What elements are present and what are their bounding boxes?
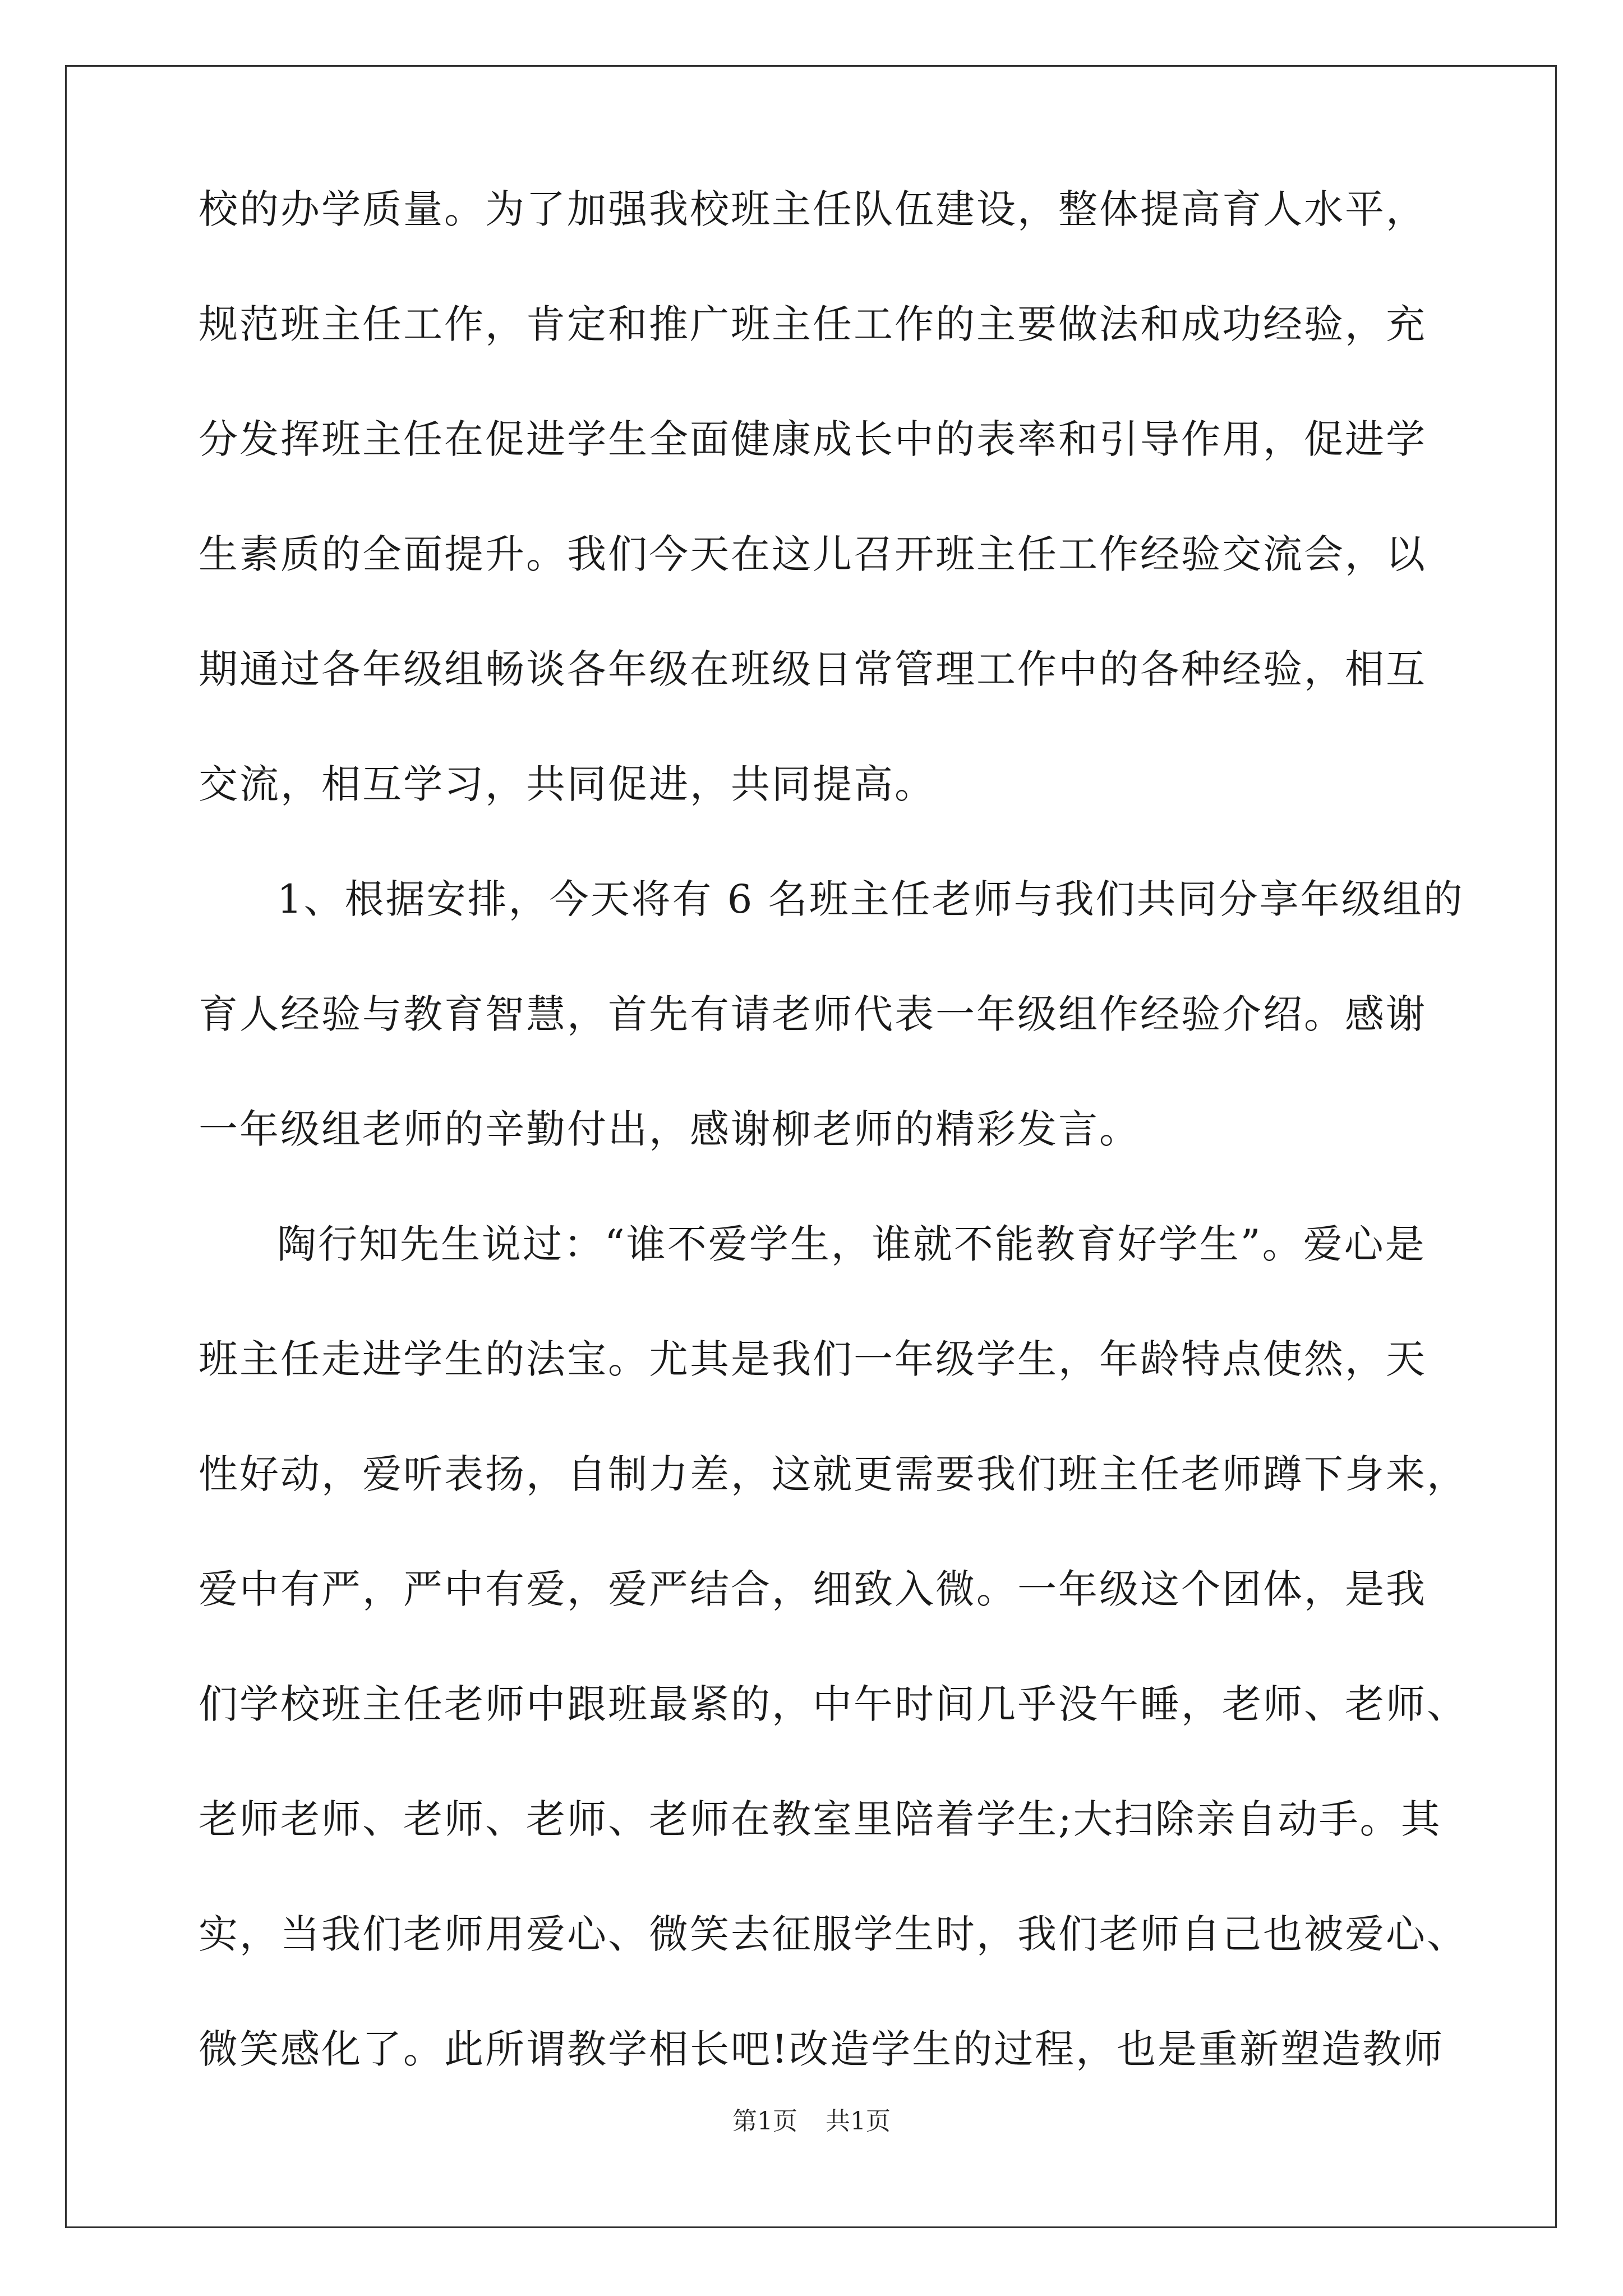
text-line: 性好动，爱听表扬，自制力差，这就更需要我们班主任老师蹲下身来，: [199, 1451, 1468, 1497]
page-total: 共1页: [826, 2107, 891, 2136]
text-line: 实，当我们老师用爱心、微笑去征服学生时，我们老师自己也被爱心、: [199, 1911, 1468, 1957]
text-line: 规范班主任工作，肯定和推广班主任工作的主要做法和成功经验，充: [199, 301, 1427, 347]
page-number: 第1页: [732, 2107, 797, 2136]
text-line: 老师老师、老师、老师、老师在教室里陪着学生;大扫除亲自动手。其: [199, 1796, 1442, 1842]
text-line: 生素质的全面提升。我们今天在这儿召开班主任工作经验交流会，以: [199, 531, 1427, 577]
text-line: 1、根据安排，今天将有 6 名班主任老师与我们共同分享年级组的: [277, 876, 1464, 922]
text-line: 微笑感化了。此所谓教学相长吧!改造学生的过程，也是重新塑造教师: [199, 2026, 1445, 2072]
text-line: 一年级组老师的辛勤付出，感谢柳老师的精彩发言。: [199, 1106, 1140, 1152]
text-line: 分发挥班主任在促进学生全面健康成长中的表率和引导作用，促进学: [199, 416, 1427, 462]
text-line: 爱中有严，严中有爱，爱严结合，细致入微。一年级这个团体，是我: [199, 1566, 1427, 1612]
page-footer: [0, 2105, 1623, 2138]
text-line: 陶行知先生说过：“谁不爱学生，谁就不能教育好学生”。爱心是: [277, 1221, 1426, 1267]
text-line: 交流，相互学习，共同促进，共同提高。: [199, 761, 935, 807]
text-line: 班主任走进学生的法宝。尤其是我们一年级学生，年龄特点使然，天: [199, 1336, 1427, 1382]
text-line: 校的办学质量。为了加强我校班主任队伍建设，整体提高育人水平，: [199, 186, 1427, 232]
text-line: 育人经验与教育智慧，首先有请老师代表一年级组作经验介绍。感谢: [199, 991, 1427, 1037]
text-line: 们学校班主任老师中跟班最紧的，中午时间几乎没午睡，老师、老师、: [199, 1681, 1468, 1727]
text-line: 期通过各年级组畅谈各年级在班级日常管理工作中的各种经验，相互: [199, 646, 1427, 692]
